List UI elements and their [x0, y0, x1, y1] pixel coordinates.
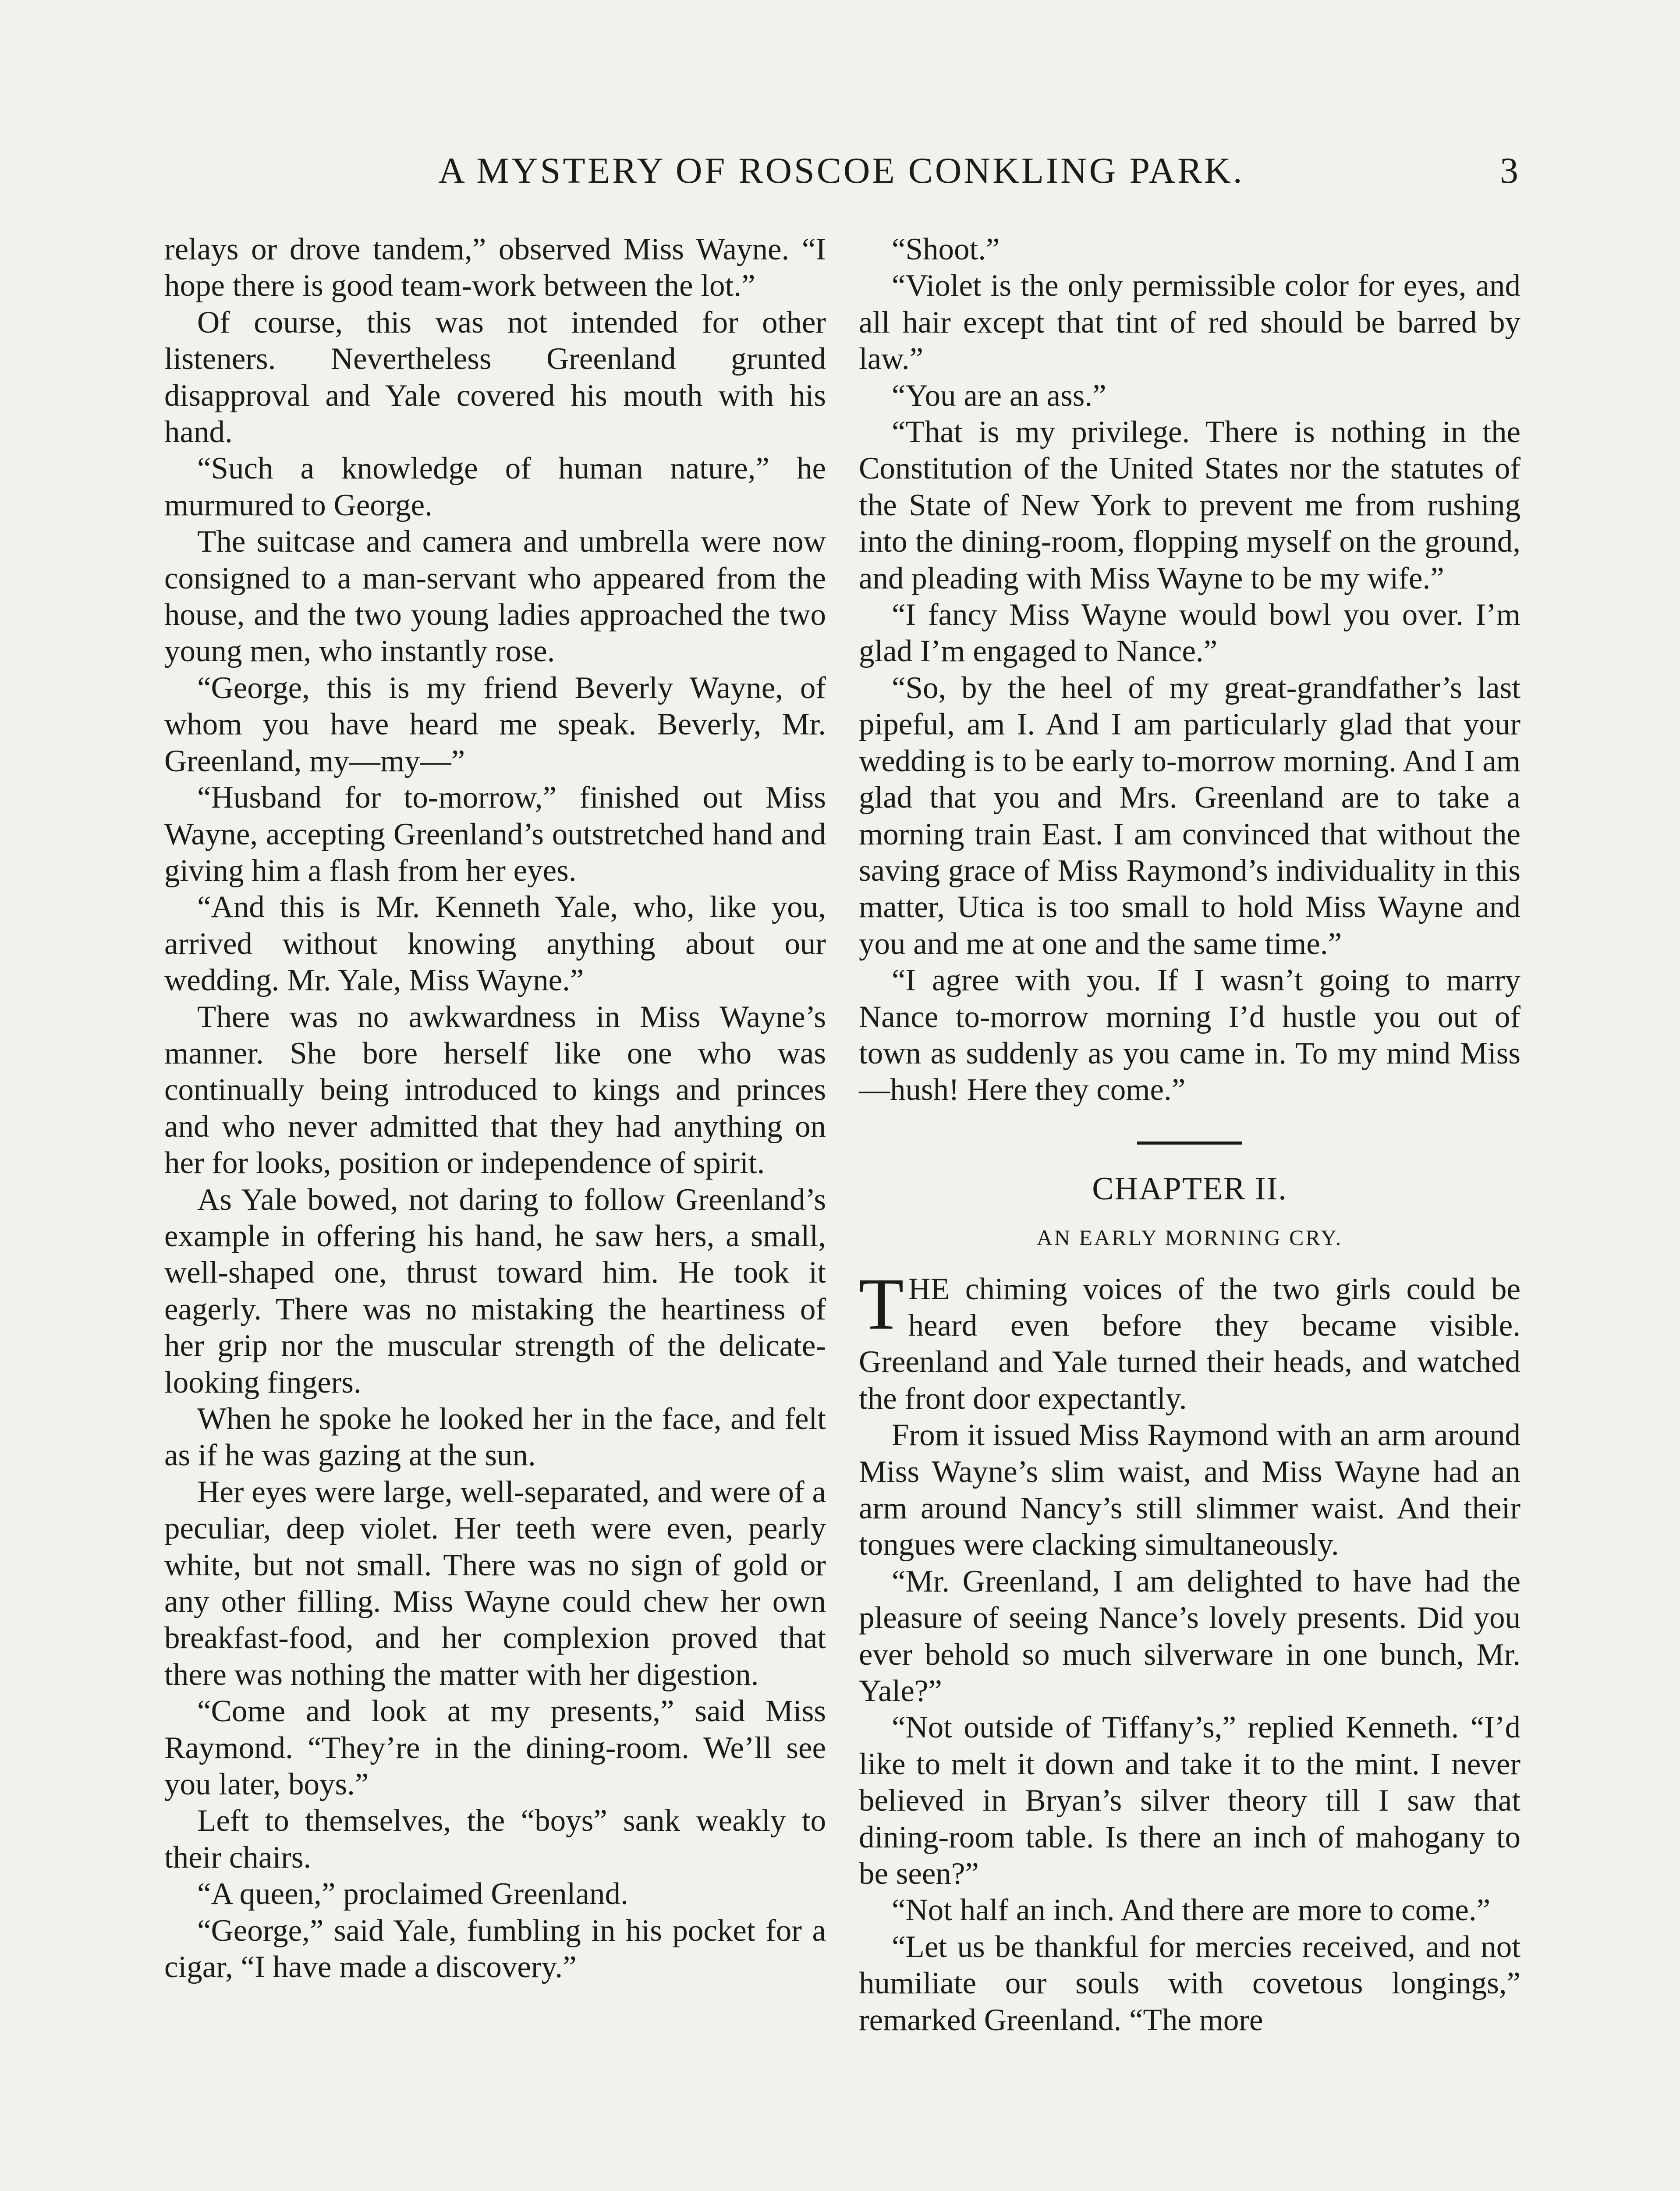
paragraph: As Yale bowed, not daring to follow Greenland’s example in offering his hand, he saw hers, a small, well-shaped one, thrust toward him. He took it eagerly. There was no mistaking the heartiness of her grip nor the muscular strength of the delicate-looking fingers. — [164, 1182, 826, 1400]
paragraph: “Come and look at my presents,” said Miss Raymond. “They’re in the dining-room. We’ll see you later, boys.” — [164, 1694, 826, 1802]
paragraph: “Shoot.” — [892, 232, 1000, 266]
paragraph: “You are an ass.” — [892, 378, 1106, 413]
page-number: 3 — [1500, 150, 1518, 191]
page-header — [164, 145, 1518, 197]
chapter-subtitle: AN EARLY MORNING CRY. — [1036, 1225, 1343, 1250]
paragraph: “I agree with you. If I wasn’t going to marry Nance to-morrow morning I’d hustle you out of town as suddenly as you came in. To my mind Miss—hush! Here they come.” — [859, 963, 1521, 1107]
opening-text: HE chiming voices of the two girls could be heard even before they became visible. Greenland and Yale turned their heads, and watched the front door expectantly. — [859, 1272, 1521, 1416]
paragraph: “Mr. Greenland, I am delighted to have had the pleasure of seeing Nance’s lovely presents. Did you ever behold so much silverware in one bunch, Mr. Yale?” — [859, 1564, 1521, 1709]
paragraph: “And this is Mr. Kenneth Yale, who, like you, arrived without knowing anything about our wedding. Mr. Yale, Miss Wayne.” — [164, 890, 826, 998]
paragraph: “Violet is the only permissible color for eyes, and all hair except that tint of red should be barred by law.” — [859, 269, 1521, 376]
paragraph: “Husband for to-morrow,” finished out Miss Wayne, accepting Greenland’s outstretched hand and giving him a flash from her eyes. — [164, 780, 826, 888]
paragraph: “That is my privilege. There is nothing in the Constitution of the United States nor the statutes of the State of New York to prevent me from rushing into the dining-room, flopping myself on the ground, and pleading with Miss Wayne to be my wife.” — [859, 415, 1521, 596]
paragraph: “George,” said Yale, fumbling in his pocket for a cigar, “I have made a discovery.” — [164, 1913, 826, 1985]
running-title: A MYSTERY OF ROSCOE CONKLING PARK. — [438, 150, 1244, 191]
paragraph: “Not outside of Tiffany’s,” replied Kenneth. “I’d like to melt it down and take it to the mint. I never believed in Bryan’s silver theory till I saw that dining-room table. Is there an inch of mahogany to be seen?” — [859, 1710, 1521, 1891]
paragraph: From it issued Miss Raymond with an arm around Miss Wayne’s slim waist, and Miss Wayne had an arm around Nancy’s still slimmer waist. And their tongues were clacking simultaneously. — [859, 1418, 1521, 1562]
paragraph: “I fancy Miss Wayne would bowl you over. I’m glad I’m engaged to Nance.” — [859, 598, 1521, 669]
section-divider — [1137, 1142, 1242, 1145]
paragraph: relays or drove tandem,” observed Miss Wayne. “I hope there is good team-work between the lot.” — [164, 232, 826, 303]
paragraph: “So, by the heel of my great-grandfather’s last pipeful, am I. And I am particularly glad that your wedding is to be early to-morrow morning. And I am glad that you and Mrs. Greenland are to take a morning train East. I am convinced that without the saving grace of Miss Raymond’s individuality in this matter, Utica is too small to hold Miss Wayne and you and me at one and the same time.” — [859, 670, 1521, 961]
chapter-opening-paragraph — [859, 1263, 1521, 1418]
paragraph: Her eyes were large, well-separated, and were of a peculiar, deep violet. Her teeth were even, pearly white, but not small. There was no sign of gold or any other filling. Miss Wayne could chew her own breakfast-food, and her complexion proved that there was nothing the matter with her digestion. — [164, 1475, 826, 1692]
paragraph: Left to themselves, the “boys” sank weakly to their chairs. — [164, 1804, 826, 1875]
paragraph: “A queen,” proclaimed Greenland. — [197, 1877, 628, 1911]
paragraph: “Not half an inch. And there are more to come.” — [892, 1893, 1491, 1928]
drop-cap: T — [859, 1263, 904, 1345]
paragraph: The suitcase and camera and umbrella were now consigned to a man-servant who appeared from the house, and the two young ladies approached the two young men, who instantly rose. — [164, 525, 826, 669]
paragraph: Of course, this was not intended for other listeners. Nevertheless Greenland grunted disapproval and Yale covered his mouth with his hand. — [164, 305, 826, 450]
paragraph: When he spoke he looked her in the face, and felt as if he was gazing at the sun. — [164, 1402, 826, 1473]
left-column — [164, 231, 826, 1986]
paragraph: There was no awkwardness in Miss Wayne’s manner. She bore herself like one who was continually being introduced to kings and princes and who never admitted that they had anything on her for looks, position or independence of spirit. — [164, 1000, 826, 1181]
paragraph: “Such a knowledge of human nature,” he murmured to George. — [164, 451, 826, 522]
right-column — [859, 231, 1521, 2039]
chapter-title: CHAPTER II. — [1092, 1170, 1287, 1207]
paragraph: “Let us be thankful for mercies received, and not humiliate our souls with covetous longings,” remarked Greenland. “The more — [859, 1929, 1521, 2037]
paragraph: “George, this is my friend Beverly Wayne, of whom you have heard me speak. Beverly, Mr. Greenland, my—my—” — [164, 670, 826, 778]
